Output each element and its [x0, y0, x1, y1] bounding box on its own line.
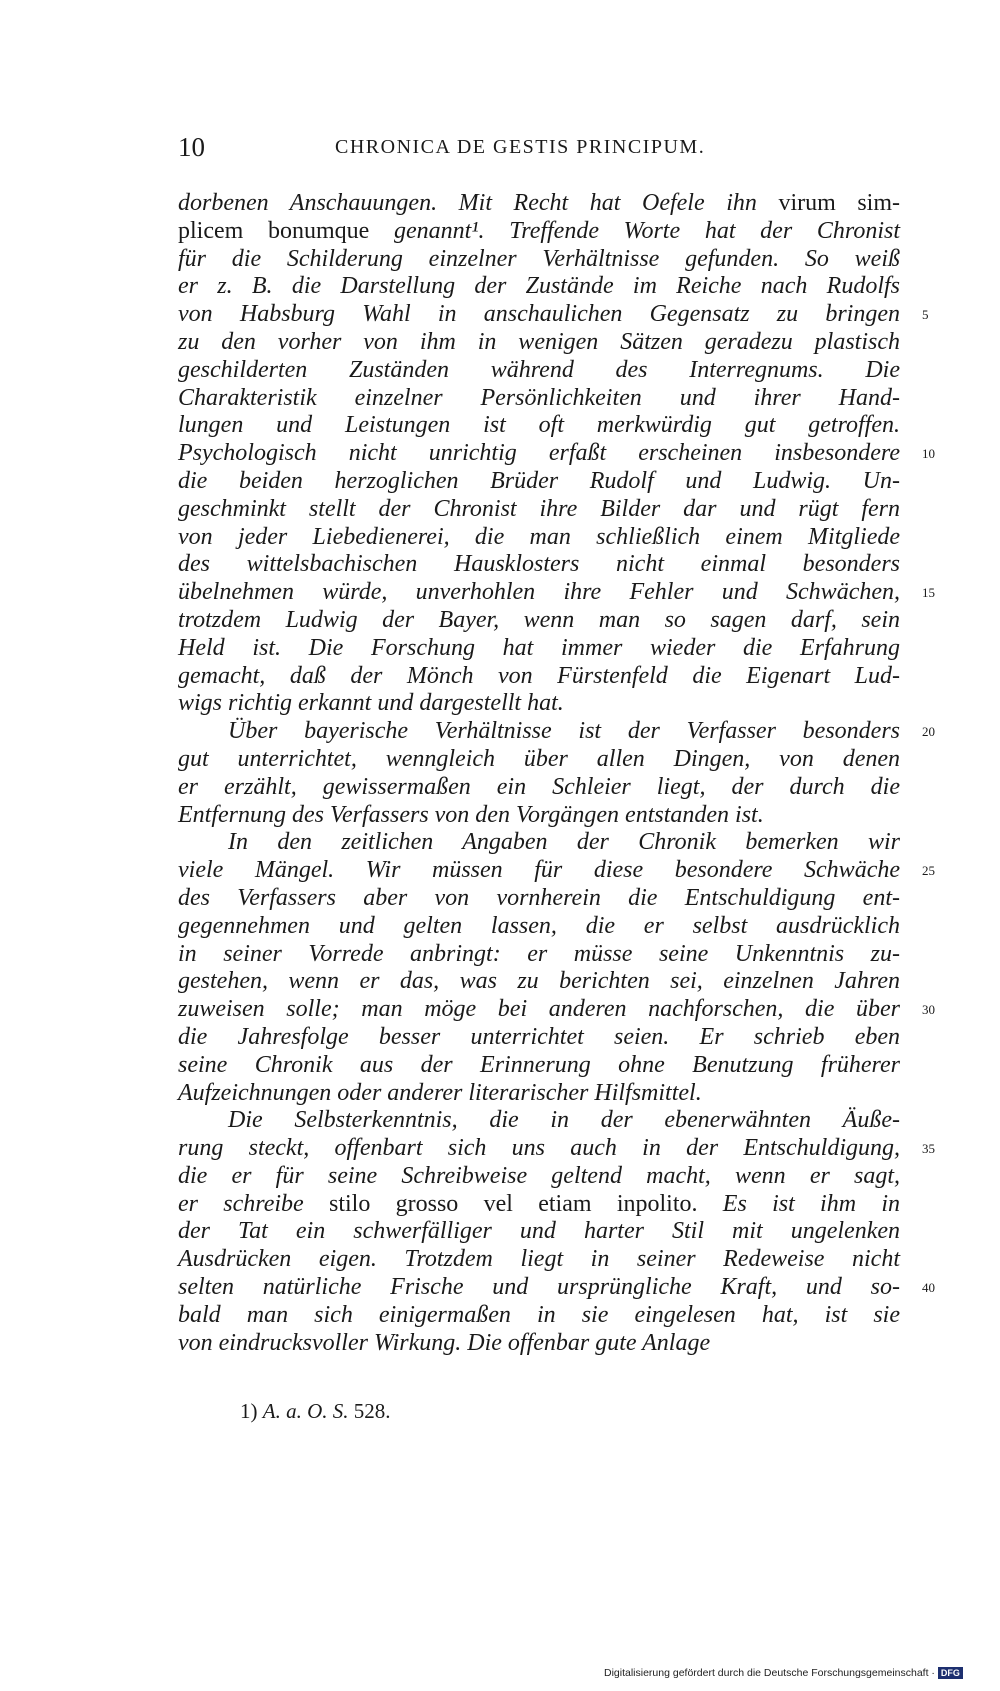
- latin-quotation: stilo grosso vel etiam inpolito.: [329, 1190, 698, 1217]
- text-line: dorbenen Anschauungen. Mit Recht hat Oefele ihn virum sim-: [178, 190, 901, 216]
- page-header: [178, 132, 898, 172]
- text-line: Aufzeichnungen oder anderer literarischer Hilfsmittel.: [178, 1079, 702, 1106]
- footnote: [240, 1399, 391, 1424]
- text-line: übelnehmen würde, unverhohlen ihre Fehler und Schwächen,: [178, 579, 900, 606]
- text-line: bald man sich einigermaßen in sie eingelesen hat, ist sie: [178, 1301, 900, 1328]
- text-line: er z. B. die Darstellung der Zustände im Reiche nach Rudolfs: [178, 273, 900, 300]
- running-title: CHRONICA DE GESTIS PRINCIPUM.: [335, 136, 706, 158]
- text-line: trotzdem Ludwig der Bayer, wenn man so sagen darf, sein: [178, 606, 900, 633]
- text-line: von Habsburg Wahl in anschaulichen Gegensatz zu bringen: [178, 301, 900, 328]
- text-line: gegennehmen und gelten lassen, die er selbst ausdrücklich: [178, 912, 900, 939]
- text-line: von eindrucksvoller Wirkung. Die offenbar gute Anlage: [178, 1329, 711, 1356]
- text-line: des Verfassers aber von vornherein die Entschuldigung ent-: [178, 884, 900, 911]
- text-line: die er für seine Schreibweise geltend macht, wenn er sagt,: [178, 1162, 900, 1189]
- text-line: Psychologisch nicht unrichtig erfaßt erscheinen insbesondere: [178, 440, 900, 467]
- page-number: 10: [178, 132, 205, 162]
- text-line: für die Schilderung einzelner Verhältnisse gefunden. So weiß: [178, 245, 900, 272]
- text-line: plicem bonumque genannt¹. Treffende Worte hat der Chronist: [178, 217, 900, 244]
- line-number: 20: [922, 724, 935, 740]
- text-line: gestehen, wenn er das, was zu berichten sei, einzelnen Jahren: [178, 968, 900, 995]
- text-line: die Jahresfolge besser unterrichtet seien. Er schrieb eben: [178, 1023, 900, 1050]
- text-line: viele Mängel. Wir müssen für diese besondere Schwäche: [178, 857, 900, 884]
- text-line: wigs richtig erkannt und dargestellt hat.: [178, 690, 564, 717]
- text-line: In den zeitlichen Angaben der Chronik bemerken wir: [228, 829, 900, 856]
- text-line: rung steckt, offenbart sich uns auch in der Entschuldigung,: [178, 1135, 900, 1162]
- text-line: er schreibe stilo grosso vel etiam inpolito. Es ist ihm in: [178, 1190, 901, 1217]
- latin-quotation: virum sim-: [778, 190, 901, 216]
- text-line: zuweisen solle; man möge bei anderen nachforschen, die über: [178, 996, 900, 1023]
- text-line: Charakteristik einzelner Persönlichkeiten und ihrer Hand-: [178, 384, 900, 411]
- text-line: zu den vorher von ihm in wenigen Sätzen geradezu plastisch: [178, 328, 900, 355]
- text-line: geschilderten Zuständen während des Interregnums. Die: [178, 356, 900, 383]
- line-number: 40: [922, 1280, 935, 1296]
- text-line: der Tat ein schwerfälliger und harter Stil mit ungelenken: [178, 1218, 900, 1245]
- line-number: 35: [922, 1141, 935, 1157]
- text-line: gut unterrichtet, wenngleich über allen Dingen, von denen: [178, 745, 900, 772]
- text-line: Die Selbsterkenntnis, die in der ebenerwähnten Äuße-: [228, 1107, 900, 1134]
- text-line: Ausdrücken eigen. Trotzdem liegt in seiner Redeweise nicht: [178, 1246, 900, 1273]
- latin-quotation: plicem bonumque: [178, 217, 370, 244]
- text-line: Über bayerische Verhältnisse ist der Verfasser besonders: [228, 718, 900, 745]
- text-line: des wittelsbachischen Hausklosters nicht einmal besonders: [178, 551, 900, 578]
- line-number: 30: [922, 1002, 935, 1018]
- line-number: 25: [922, 863, 935, 879]
- text-line: in seiner Vorrede anbringt: er müsse seine Unkenntnis zu-: [178, 940, 900, 967]
- body-text: [178, 190, 900, 1357]
- digitization-footer: [604, 1667, 998, 1685]
- line-number: 5: [922, 307, 929, 323]
- footnote-reference: A. a. O. S.: [262, 1399, 349, 1423]
- text-line: von jeder Liebedienerei, die man schließlich einem Mitgliede: [178, 523, 900, 550]
- footnote-marker: 1): [240, 1399, 258, 1423]
- text-line: Held ist. Die Forschung hat immer wieder die Erfahrung: [178, 634, 900, 661]
- footnote-page: 528.: [353, 1399, 391, 1423]
- text-line: er erzählt, gewissermaßen ein Schleier liegt, der durch die: [178, 773, 900, 800]
- line-number: 15: [922, 585, 935, 601]
- text-line: gemacht, daß der Mönch von Fürstenfeld die Eigenart Lud-: [178, 662, 900, 689]
- text-line: lungen und Leistungen ist oft merkwürdig gut getroffen.: [178, 412, 900, 439]
- text-line: seine Chronik aus der Erinnerung ohne Benutzung früherer: [178, 1051, 900, 1078]
- footer-text: Digitalisierung gefördert durch die Deutsche Forschungsgemeinschaft ·: [604, 1667, 935, 1679]
- line-number: 10: [922, 446, 935, 462]
- text-line: selten natürliche Frische und ursprüngliche Kraft, und so-: [178, 1274, 900, 1301]
- text-line: geschminkt stellt der Chronist ihre Bilder dar und rügt fern: [178, 495, 900, 522]
- text-line: die beiden herzoglichen Brüder Rudolf und Ludwig. Un-: [178, 467, 900, 494]
- dfg-logo: DFG: [938, 1667, 963, 1679]
- text-line: Entfernung des Verfassers von den Vorgängen entstanden ist.: [178, 801, 764, 828]
